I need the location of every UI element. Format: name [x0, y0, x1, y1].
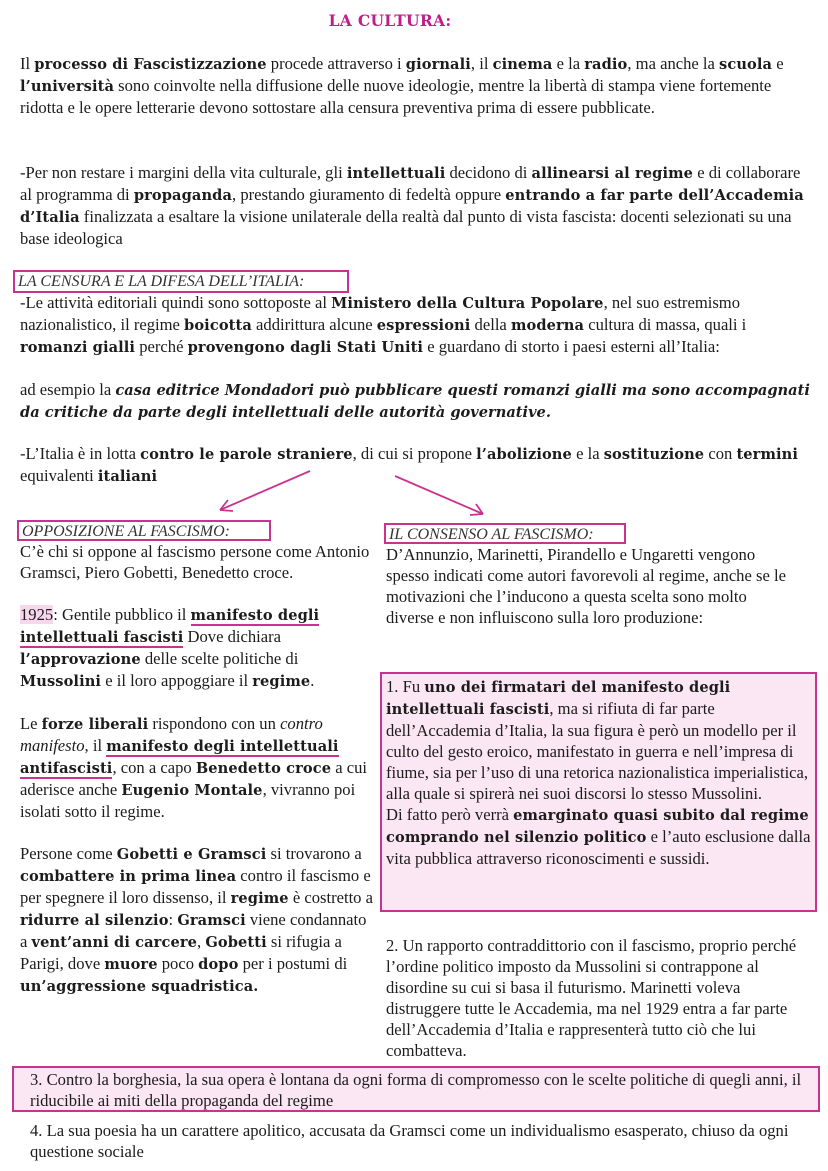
point-2: 2. Un rapporto contraddittorio con il fascismo, proprio perché l’ordine politico imposto da Mussolini si contrappone al disordine su cui si basa il futurismo. Marinetti voleva distruggere tutte le Accademia, ma nel 1929 entra a far parte dell’Accademia d’Italia e rappresenterà tutto ciò che lui combatteva.	[386, 936, 797, 1060]
op_gobetti-run: Persone come	[20, 844, 117, 863]
consenso-heading: IL CONSENSO AL FASCISMO:	[384, 523, 626, 544]
intro-run: e	[772, 54, 784, 73]
intellettuali-run: entrando a far parte dell’Accademia d’Italia	[20, 187, 804, 226]
straniere-run: equivalenti	[20, 466, 98, 485]
censura-example: ad esempio la casa editrice Mondadori può pubblicare questi romanzi gialli ma sono accompagnati da critiche da parte degli intellettuali delle autorità governative.	[20, 380, 810, 421]
point-1	[386, 676, 811, 869]
point-4: 4. La sua poesia ha un carattere apolitico, accusata da Gramsci come un individualismo esasperato, chiuso da ogni questione sociale	[30, 1121, 789, 1161]
intro-run: , ma anche la	[627, 54, 720, 73]
straniere-run: e la	[571, 444, 604, 463]
op_liberali-run: , vivranno poi isolati sotto il regime.	[20, 780, 356, 821]
op_gobetti-run: viene condannato a	[20, 910, 367, 951]
intro-run: e la	[552, 54, 585, 73]
op_gobetti-run: Gramsci	[177, 912, 246, 929]
op_gentile-run: regime	[252, 673, 311, 690]
straniere-run: termini	[736, 446, 799, 463]
censura-run: e guardano di storto i paesi esterni all’Italia:	[423, 337, 720, 356]
censura-run: -Le attività editoriali quindi sono sottoposte al	[20, 293, 332, 312]
censura-run: Ministero della Cultura Popolare	[331, 295, 604, 312]
censura-run: , nel suo estremismo nazionalistico, il regime	[20, 293, 740, 334]
op_gentile-run: delle scelte politiche di	[140, 649, 299, 668]
censura-run: boicotta	[184, 317, 252, 334]
straniere-run: -L’Italia è in lotta	[20, 444, 141, 463]
straniere-run: contro le parole straniere	[140, 446, 353, 463]
opposizione-intro: C’è chi si oppone al fascismo persone come Antonio Gramsci, Piero Gobetti, Benedetto croce.	[20, 542, 370, 582]
straniere-run: , di cui si propone	[352, 444, 477, 463]
op_gobetti-run: si rifugia a Parigi, dove	[20, 932, 342, 973]
op_liberali-run: rispondono con un	[148, 714, 281, 733]
intellettuali-paragraph	[20, 162, 810, 249]
censura-run: espressioni	[376, 317, 471, 334]
op_gobetti-run: :	[168, 910, 178, 929]
op_gentile-run: e il loro appoggiare il	[101, 671, 253, 690]
arrow-left-head-icon	[220, 500, 233, 511]
op_liberali-run: a cui aderisce anche	[20, 758, 368, 799]
censura-paragraph	[20, 292, 810, 358]
straniere-run: italiani	[97, 468, 158, 485]
intro-run: Il	[20, 54, 35, 73]
op_gobetti-run: un’aggressione squadristica.	[20, 978, 259, 995]
op_gobetti-run: Gobetti e Gramsci	[116, 846, 267, 863]
censura-heading: LA CENSURA E LA DIFESA DELL’ITALIA:	[13, 270, 349, 293]
op_gentile-run: Mussolini	[20, 673, 102, 690]
liberali-paragraph	[20, 713, 375, 822]
point1b-run: Di fatto però verrà	[386, 805, 514, 824]
opposizione-heading: OPPOSIZIONE AL FASCISMO:	[17, 520, 271, 541]
censura-example-text: casa editrice Mondadori può pubblicare questi romanzi gialli ma sono accompagnati da critiche da parte degli intellettuali delle autorità governative.	[20, 382, 810, 421]
intro-run: , il	[470, 54, 493, 73]
op_gobetti-run: ,	[197, 932, 206, 951]
op_gentile-run: : Gentile pubblico il	[53, 605, 191, 624]
gentile-paragraph	[20, 604, 375, 692]
censura-run: cultura di massa, quali i	[584, 315, 747, 334]
op_gentile-run: Dove dichiara	[183, 627, 282, 646]
op_liberali-run: Le	[20, 714, 42, 733]
intro-run: l’università	[20, 78, 114, 95]
op_gobetti-run: poco	[157, 954, 199, 973]
op_gobetti-run: muore	[104, 956, 158, 973]
intro-run: cinema	[492, 56, 553, 73]
intro-run: giornali	[405, 56, 471, 73]
op_liberali-run: forze liberali	[41, 716, 149, 733]
op_gobetti-run: contro il fascismo e per spegnere il loro dissenso, il	[20, 866, 371, 907]
op_liberali-run: Benedetto croce	[195, 760, 332, 777]
intellettuali-run: decidono di	[445, 163, 532, 182]
straniere-paragraph	[20, 443, 810, 487]
op_gobetti-run: per i postumi di	[238, 954, 348, 973]
intellettuali-run: -Per non restare i margini della vita culturale, gli	[20, 163, 347, 182]
intellettuali-run: finalizzata a esaltare la visione unilaterale della realtà dal punto di vista fascista: docenti selezionati su una base ideologica	[20, 207, 792, 248]
op_liberali-run: manifesto degli intellettuali antifascisti	[20, 738, 339, 777]
intellettuali-run: e di collaborare al programma di	[20, 163, 801, 204]
intellettuali-run: allinearsi al regime	[531, 165, 694, 182]
op_liberali-run: Eugenio Montale	[121, 782, 263, 799]
censura-run: romanzi gialli	[20, 339, 136, 356]
opposizione-column	[20, 541, 375, 997]
censura-run: perché	[135, 337, 188, 356]
point-3: 3. Contro la borghesia, la sua opera è lontana da ogni forma di compromesso con le scelte politiche di quegli anni, il riducibile ai miti della propaganda del regime	[30, 1070, 802, 1110]
censura-run: moderna	[510, 317, 585, 334]
intellettuali-run: , prestando giuramento di fedeltà oppure	[232, 185, 506, 204]
straniere-run: con	[704, 444, 737, 463]
op_gobetti-run: combattere in prima linea	[20, 868, 237, 885]
intro-run: radio	[584, 56, 628, 73]
intro-run: scuola	[719, 56, 773, 73]
op_gentile-run: .	[310, 671, 315, 690]
point1a-run: uno dei firmatari del manifesto degli intellettuali fascisti	[386, 679, 731, 718]
op_liberali-run: contro manifesto	[20, 714, 323, 755]
point1b-run: e l’auto esclusione dalla vita pubblica attraverso riconoscimenti e sussidi.	[386, 827, 811, 868]
consenso-intro: D’Annunzio, Marinetti, Pirandello e Ungaretti vengono spesso indicati come autori favorevoli al regime, anche se le motivazioni che l’inducono a questa scelta sono molto diverse e non influiscono sulla loro produzione:	[386, 545, 786, 627]
censura-run: addirittura alcune	[251, 315, 377, 334]
op_gentile-run: manifesto degli intellettuali fascisti	[20, 607, 320, 646]
op_gobetti-run: ridurre al silenzio	[20, 912, 169, 929]
page-title: LA CULTURA:	[328, 11, 452, 30]
op_gobetti-run: vent’anni di carcere	[31, 934, 198, 951]
intro-run: processo di Fascistizzazione	[34, 56, 267, 73]
year-1925: 1925	[20, 605, 54, 624]
op_gobetti-run: dopo	[198, 956, 239, 973]
op_gentile-run: l’approvazione	[20, 651, 141, 668]
gobetti-gramsci-paragraph	[20, 843, 375, 997]
arrow-right-head-icon	[470, 504, 483, 515]
censura-run: della	[470, 315, 511, 334]
intro-run: sono coinvolte nella diffusione delle nuove ideologie, mentre la libertà di stampa viene fortemente ridotta e le opere letterarie devono sottostare alla censura preventiva prima di essere pubblicate.	[20, 76, 772, 117]
point1a-run: 1. Fu	[386, 677, 425, 696]
point1b-run: emarginato quasi subito dal regime comprando nel silenzio politico	[386, 807, 809, 846]
op_gobetti-run: Gobetti	[205, 934, 267, 951]
op_liberali-run: , il	[84, 736, 107, 755]
intro-run: procede attraverso i	[266, 54, 406, 73]
intro-paragraph	[20, 53, 795, 118]
intellettuali-run: intellettuali	[346, 165, 446, 182]
op_gobetti-run: regime	[230, 890, 289, 907]
straniere-run: l’abolizione	[476, 446, 572, 463]
op_gobetti-run: è costretto a	[288, 888, 373, 907]
point1a-run: , ma si rifiuta di far parte dell’Accademia d’Italia, la sua figura è però un modello per il culto del gesto eroico, manifestato in guerra e nell’impresa di fiume, sia per l’uso di una retorica nazionalistica imperialistica, alla quale si spirerà nei suoi discorsi lo stesso Mussolini.	[386, 699, 809, 803]
censura-run: provengono dagli Stati Uniti	[187, 339, 424, 356]
intellettuali-run: propaganda	[133, 187, 233, 204]
op_gobetti-run: si trovarono a	[266, 844, 362, 863]
straniere-run: sostituzione	[603, 446, 705, 463]
op_liberali-run: , con a capo	[112, 758, 196, 777]
